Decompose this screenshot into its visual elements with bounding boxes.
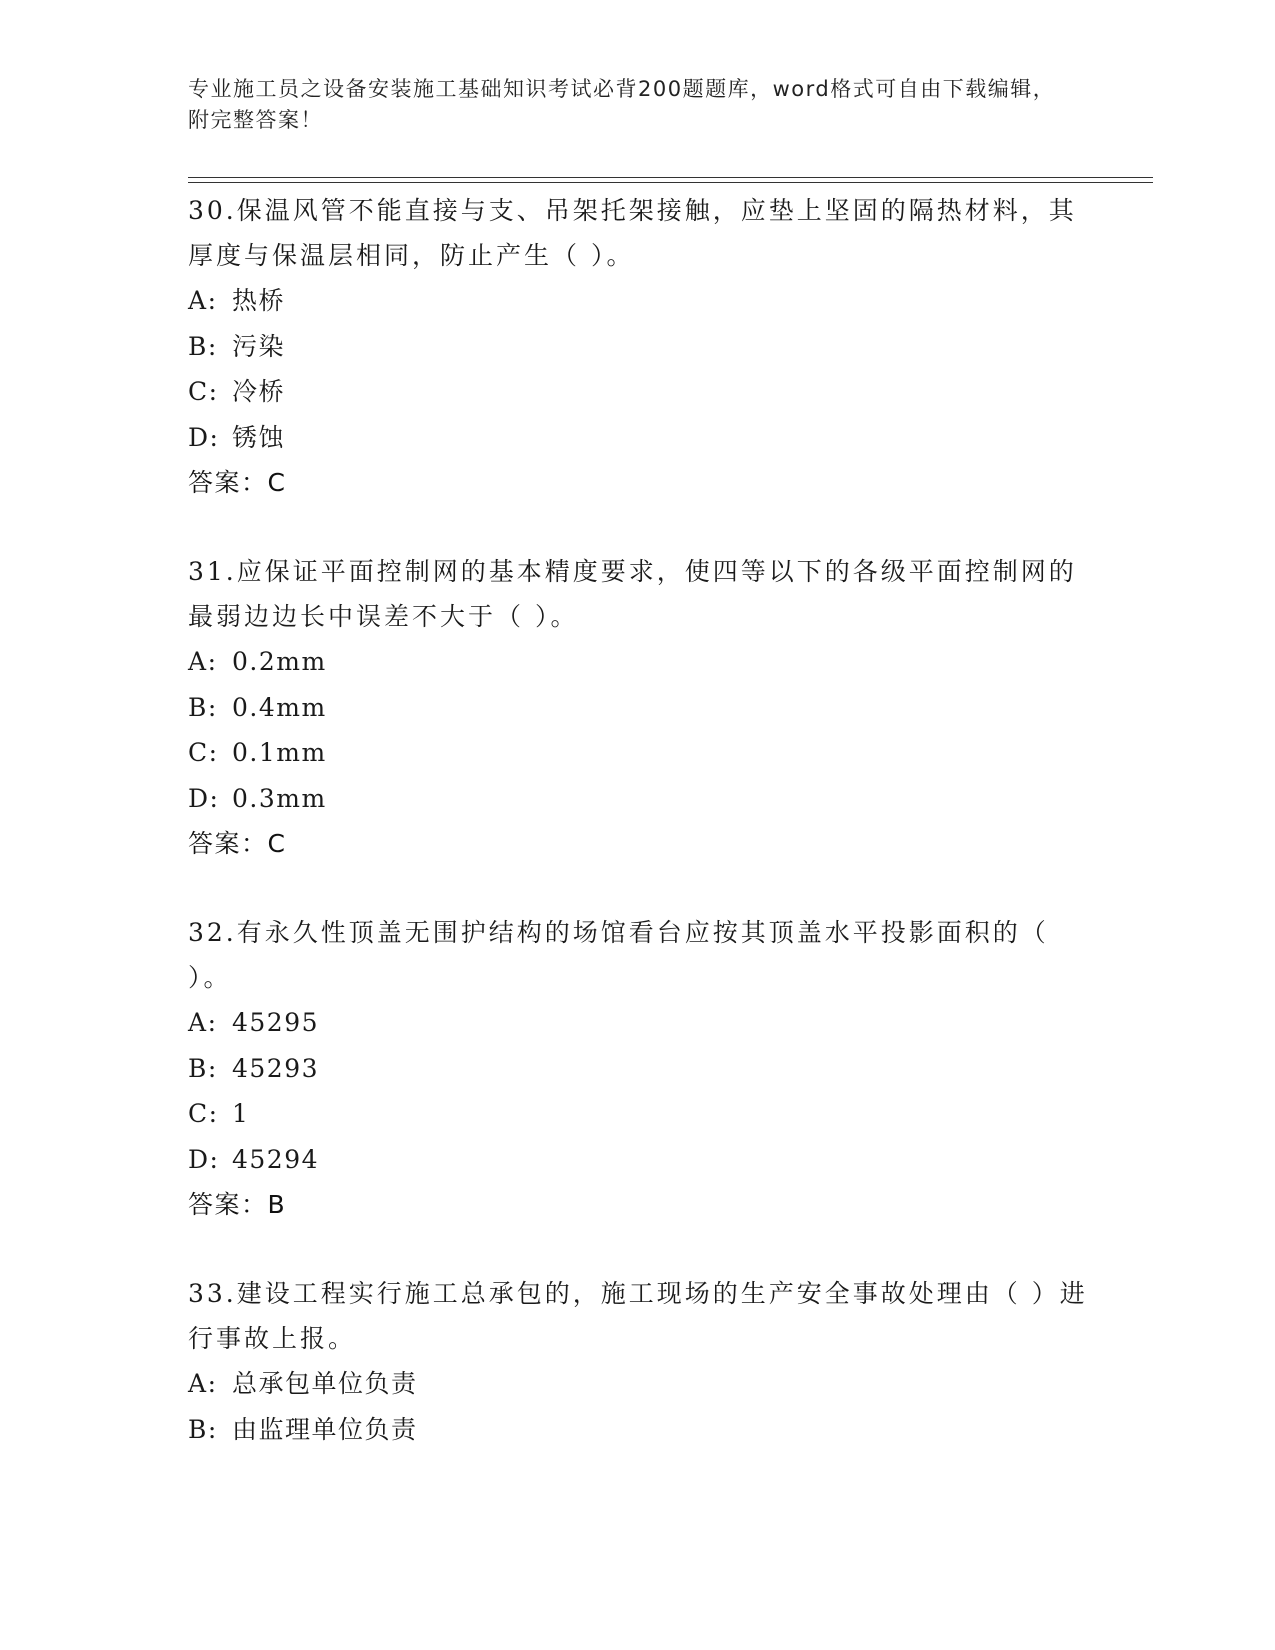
option-key: D: xyxy=(188,783,220,813)
option-text: 45295 xyxy=(232,1008,320,1037)
option-key: C: xyxy=(188,1099,219,1128)
option-text: 0.1mm xyxy=(232,738,327,767)
option-key: A: xyxy=(188,1008,218,1037)
option-key: A: xyxy=(188,286,218,315)
option-key: B: xyxy=(188,1053,218,1083)
question-item xyxy=(188,188,1088,505)
question-item xyxy=(188,910,1088,1227)
option-text: 45294 xyxy=(232,1144,320,1174)
option-row xyxy=(188,730,1088,776)
option-row xyxy=(188,685,1088,731)
option-row xyxy=(188,369,1088,415)
option-row xyxy=(188,415,1088,461)
answer-line: 答案：C xyxy=(188,829,287,858)
option-row xyxy=(188,278,1088,324)
answer-line: 答案：B xyxy=(188,1190,287,1219)
option-text: 冷桥 xyxy=(232,377,286,406)
question-stem: 32.有永久性顶盖无围护结构的场馆看台应按其顶盖水平投影面积的（ ）。 xyxy=(188,918,1049,992)
option-text: 总承包单位负责 xyxy=(232,1369,418,1398)
question-item xyxy=(188,549,1088,866)
option-row xyxy=(188,1046,1088,1092)
question-list xyxy=(188,188,1088,1496)
option-text: 1 xyxy=(232,1099,250,1128)
option-text: 0.4mm xyxy=(232,692,327,722)
option-row xyxy=(188,324,1088,370)
option-key: A: xyxy=(188,647,218,676)
option-key: B: xyxy=(188,692,218,722)
option-row xyxy=(188,639,1088,685)
option-key: B: xyxy=(188,1414,218,1444)
option-text: 由监理单位负责 xyxy=(232,1414,418,1444)
question-item xyxy=(188,1271,1088,1452)
option-text: 锈蚀 xyxy=(232,422,286,452)
option-key: C: xyxy=(188,738,219,767)
option-text: 0.3mm xyxy=(232,783,327,813)
option-row xyxy=(188,1137,1088,1183)
question-stem: 30.保温风管不能直接与支、吊架托架接触，应垫上坚固的隔热材料，其厚度与保温层相同，防止产生（ ）。 xyxy=(188,196,1077,270)
document-header-title: 专业施工员之设备安装施工基础知识考试必背200题题库，word格式可自由下载编辑，附完整答案！ xyxy=(188,77,1056,132)
option-row xyxy=(188,1361,1088,1407)
answer-line: 答案：C xyxy=(188,468,287,497)
option-key: D: xyxy=(188,422,220,452)
header-divider-bottom xyxy=(188,182,1153,183)
option-text: 污染 xyxy=(232,331,286,361)
option-key: D: xyxy=(188,1144,220,1174)
header-divider-top xyxy=(188,177,1153,178)
question-stem: 33.建设工程实行施工总承包的，施工现场的生产安全事故处理由（ ）进行事故上报。 xyxy=(188,1279,1088,1353)
option-row xyxy=(188,776,1088,822)
option-key: A: xyxy=(188,1369,218,1398)
option-text: 0.2mm xyxy=(232,647,327,676)
option-row xyxy=(188,1407,1088,1453)
option-row xyxy=(188,1000,1088,1046)
question-stem: 31.应保证平面控制网的基本精度要求，使四等以下的各级平面控制网的最弱边边长中误差不大于（ ）。 xyxy=(188,557,1077,631)
option-key: C: xyxy=(188,377,219,406)
option-text: 45293 xyxy=(232,1053,320,1083)
option-key: B: xyxy=(188,331,218,361)
option-text: 热桥 xyxy=(232,286,286,315)
option-row xyxy=(188,1091,1088,1137)
